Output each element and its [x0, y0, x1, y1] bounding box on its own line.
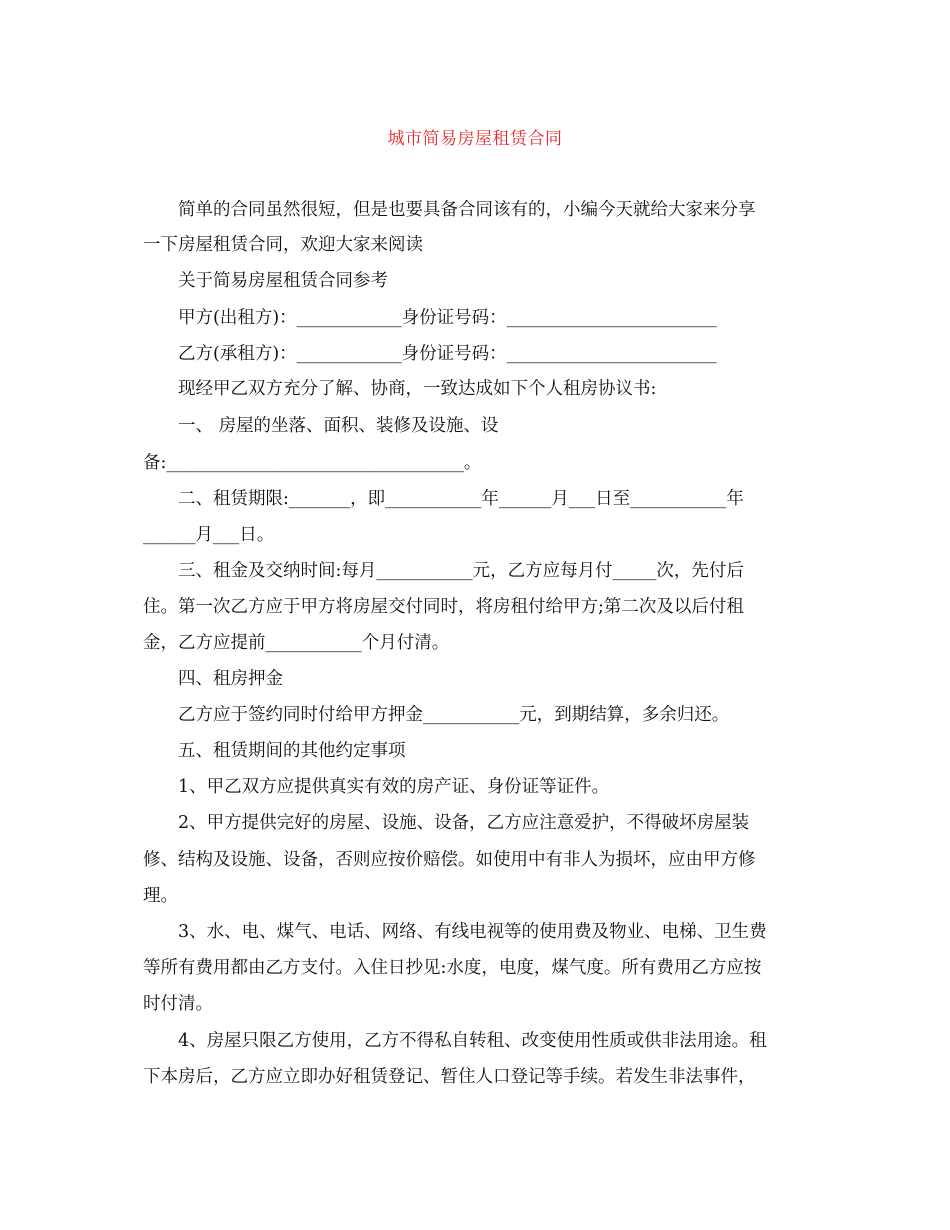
paragraph-line: 备:__________________________________。 [143, 453, 482, 473]
section-heading: 五、租赁期间的其他约定事项 [178, 741, 406, 761]
paragraph-line: 修、结构及设施、设备，否则应按价赔偿。如使用中有非人为损坏，应由甲方修 [143, 850, 756, 870]
paragraph-line: 时付清。 [143, 994, 213, 1014]
paragraph-line: 4、房屋只限乙方使用，乙方不得私自转租、改变使用性质或供非法用途。租 [178, 1031, 767, 1051]
paragraph-line: 等所有费用都由乙方支付。入住日抄见:水度，电度，煤气度。所有费用乙方应按 [143, 958, 762, 978]
paragraph-line: 一下房屋租赁合同，欢迎大家来阅读 [143, 235, 423, 255]
paragraph-line: 下本房后，乙方应立即办好租赁登记、暂住人口登记等手续。若发生非法事件， [143, 1067, 756, 1087]
paragraph-line: ______月___日。 [143, 525, 275, 545]
document-title: 城市简易房屋租赁合同 [387, 129, 563, 149]
paragraph-line: 三、租金及交纳时间:每月___________元，乙方应每月付_____次，先付后 [178, 561, 744, 581]
paragraph-line: 简单的合同虽然很短，但是也要具备合同该有的，小编今天就给大家来分享 [178, 200, 756, 220]
section-heading: 一、 房屋的坐落、面积、装修及设施、设 [178, 416, 499, 436]
party-b-line: 乙方(承租方)：____________身份证号码：________________________ [178, 344, 717, 364]
paragraph-line: 理。 [143, 886, 178, 906]
paragraph-line: 乙方应于签约同时付给甲方押金___________元，到期结算，多余归还。 [178, 705, 730, 725]
paragraph-line: 金，乙方应提前___________个月付清。 [143, 633, 450, 653]
paragraph-line: 3、水、电、煤气、电话、网络、有线电视等的使用费及物业、电梯、卫生费 [178, 922, 767, 942]
paragraph-line: 1、甲乙双方应提供真实有效的房产证、身份证等证件。 [178, 777, 610, 797]
party-a-line: 甲方(出租方)：____________身份证号码：________________________ [178, 308, 717, 328]
paragraph-line: 住。第一次乙方应于甲方将房屋交付同时，将房租付给甲方;第二次及以后付租 [143, 597, 744, 617]
paragraph-line: 二、租赁期限:_______，即___________年______月___日至___________年 [178, 489, 744, 509]
paragraph-line: 2、甲方提供完好的房屋、设施、设备，乙方应注意爱护，不得破坏房屋装 [178, 813, 750, 833]
section-heading: 四、租房押金 [178, 669, 283, 689]
paragraph-line: 关于简易房屋租赁合同参考 [178, 271, 388, 291]
paragraph-line: 现经甲乙双方充分了解、协商，一致达成如下个人租房协议书: [178, 379, 657, 399]
